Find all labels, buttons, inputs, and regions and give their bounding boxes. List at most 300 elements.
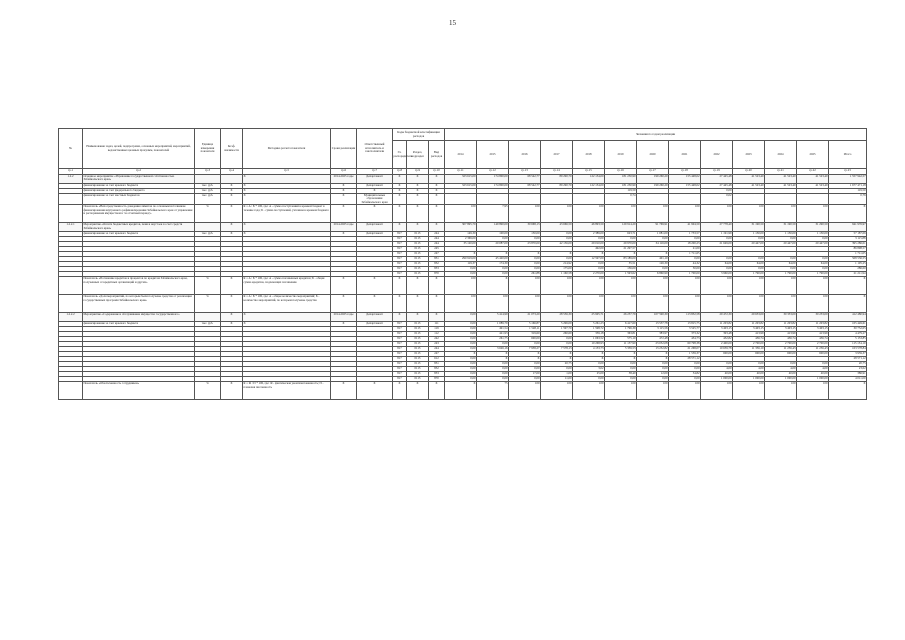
row-year-value: 41 523,40 <box>797 184 829 189</box>
header-year: 2015 <box>477 141 509 169</box>
row-total: 21 211,94 <box>829 272 867 277</box>
row-year-value: 0,00 <box>477 237 509 242</box>
page-number: 15 <box>449 19 456 27</box>
row-year-value: 1 790,00 <box>765 272 797 277</box>
row-year-value: 175,00 <box>541 267 573 272</box>
row-year-value: 1 548,11 <box>509 327 541 332</box>
table-row <box>59 313 867 322</box>
row-year-value: 3 403,15 <box>797 327 829 332</box>
row-weight: X <box>221 382 243 400</box>
row-year-value: 1,00 <box>541 372 573 377</box>
row-bcc-code: X <box>393 223 407 232</box>
row-year-value: X <box>573 352 605 357</box>
row-method: R = A / Б * 100, где: A - сумма поступлений в краевой бюджет в течение года; Б - сумма поступлений, учтенная в краевом бюджете <box>243 205 331 223</box>
row-year-value: X <box>445 252 477 257</box>
row-year-value: 199 260,20 <box>637 175 669 184</box>
row-year-value: X <box>509 252 541 257</box>
row-bcc-code: 247 <box>429 352 445 357</box>
row-year-value: 421,93 <box>477 332 509 337</box>
row-year-value: 1 000,00 <box>797 377 829 382</box>
row-bcc-code: 0113 <box>407 247 429 252</box>
row-bcc-code: X <box>407 223 429 232</box>
row-number <box>59 382 83 400</box>
row-year-value: 64,00 <box>701 262 733 267</box>
row-year-value: 600,00 <box>509 337 541 342</box>
row-total: 4 479,27 <box>829 332 867 337</box>
row-year-value: 100 <box>541 382 573 400</box>
row-year-value: 0,00 <box>605 362 637 367</box>
row-period: 2014-2025 годы <box>331 223 357 232</box>
row-name: финансирование за счет краевого бюджета <box>83 322 195 327</box>
table-row <box>59 205 867 223</box>
row-year-value: 46 893,50 <box>573 223 605 232</box>
row-year-value: 41 523,40 <box>765 184 797 189</box>
row-year-value: 261,75 <box>477 337 509 342</box>
row-total: 3 959,37 <box>829 352 867 357</box>
row-year-value: 600,00 <box>797 352 829 357</box>
row-bcc-code: 852 <box>429 262 445 267</box>
row-year-value: 20,75 <box>541 362 573 367</box>
row-year-value: 100 <box>509 295 541 313</box>
row-year-value: 30 668,13 <box>509 223 541 232</box>
row-year-value: 45 420,00 <box>477 257 509 262</box>
row-year-value: 20 087,00 <box>477 242 509 247</box>
row-bcc-code: X <box>407 205 429 223</box>
row-year-value: 31 290,50 <box>797 223 829 232</box>
column-number: гр.14 <box>541 169 573 175</box>
column-number: гр.7 <box>357 169 393 175</box>
row-bcc-code: 853 <box>429 267 445 272</box>
row-year-value: 1 130,00 <box>797 232 829 237</box>
row-year-value <box>733 194 765 205</box>
row-bcc-code: X <box>393 313 407 322</box>
row-total: 23,02 <box>829 367 867 372</box>
row-year-value: 0,00 <box>541 257 573 262</box>
row-year-value: 0,00 <box>701 257 733 262</box>
row-year-value: 0,00 <box>733 362 765 367</box>
row-year-value: 0,00 <box>573 237 605 242</box>
column-number: гр.4 <box>221 169 243 175</box>
row-year-value: 11 203,82 <box>701 322 733 327</box>
row-executor: X <box>357 205 393 223</box>
row-period: X <box>331 189 357 194</box>
row-name: Мероприятие «Оплата бюджетных кредитов, пени и неустоек за счет средств Забайкальского края» <box>83 223 195 232</box>
row-year-value: 0,00 <box>605 237 637 242</box>
row-bcc-code: 831 <box>429 362 445 367</box>
column-number: гр.12 <box>477 169 509 175</box>
row-bcc-code: X <box>407 194 429 205</box>
column-number: гр.2 <box>83 169 195 175</box>
row-year-value: 436,74 <box>733 337 765 342</box>
header-year: 2025 <box>797 141 829 169</box>
row-year-value: 0,00 <box>701 237 733 242</box>
row-year-value: 28 571,12 <box>669 357 701 362</box>
row-number: 1.2.2.1 <box>59 223 83 232</box>
row-weight: X <box>221 295 243 313</box>
column-number: гр.18 <box>669 169 701 175</box>
row-total: X <box>829 295 867 313</box>
table-row <box>59 194 867 205</box>
row-year-value: 401,10 <box>637 257 669 262</box>
row-year-value: 26 257,79 <box>605 313 637 322</box>
row-year-value <box>797 194 829 205</box>
row-year-value: 7 938,27 <box>509 347 541 352</box>
row-year-value: 174,30 <box>477 262 509 267</box>
row-year-value: 319,60 <box>509 332 541 337</box>
row-bcc-code: 243 <box>429 342 445 347</box>
row-year-value: 119,37 <box>445 262 477 267</box>
row-year-value: 136,00 <box>605 267 637 272</box>
row-period: 2014-2025 годы <box>331 313 357 322</box>
row-year-value: 18 200,23 <box>669 242 701 247</box>
column-number: гр.10 <box>429 169 445 175</box>
row-year-value: 119,50 <box>605 189 637 194</box>
table-row <box>59 277 867 295</box>
row-year-value: 30 233,00 <box>797 313 829 322</box>
row-year-value: 11 256,43 <box>797 347 829 352</box>
row-name: финансирование за счет краевого бюджета <box>83 184 195 189</box>
row-year-value: 4,00 <box>765 367 797 372</box>
row-year-value: X <box>541 252 573 257</box>
row-name: Показатель «Доля мероприятий, по которым были получены средства от реализации государственных программ Забайкальского края» <box>83 295 195 313</box>
row-year-value: 149,30 <box>445 232 477 237</box>
column-number: гр.23 <box>829 169 867 175</box>
row-year-value: 0,00 <box>445 332 477 337</box>
row-year-value: 1 130,00 <box>765 232 797 237</box>
row-year-value: 3 403,15 <box>733 327 765 332</box>
row-total: 1 105,25 <box>829 262 867 267</box>
row-year-value: 0,00 <box>637 237 669 242</box>
row-unit: тыс. руб. <box>195 194 221 205</box>
row-year-value: 23 870,00 <box>509 242 541 247</box>
row-year-value: 155 448,02 <box>669 175 701 184</box>
row-total: 1 711,65 <box>829 252 867 257</box>
row-year-value: 100 <box>605 295 637 313</box>
row-year-value: 100 <box>733 205 765 223</box>
row-total: 395 286,01 <box>829 242 867 247</box>
row-year-value: 100 <box>477 295 509 313</box>
row-year-value: X <box>445 352 477 357</box>
row-bcc-code: X <box>407 382 429 400</box>
row-bcc-code: 817 <box>393 322 407 327</box>
row-year-value: 1 597,70 <box>541 327 573 332</box>
budget-table <box>58 128 867 400</box>
row-year-value: 1 593,62 <box>605 272 637 277</box>
row-year-value: 7 578,13 <box>541 347 573 352</box>
row-year-value: 0,00 <box>797 257 829 262</box>
row-year-value <box>573 194 605 205</box>
row-year-value: 323 615,00 <box>445 184 477 189</box>
column-number: гр.9 <box>407 169 429 175</box>
row-year-value: 1 559,37 <box>669 352 701 357</box>
header-year: 2024 <box>765 141 797 169</box>
row-bcc-code: 817 <box>393 337 407 342</box>
row-year-value: 0,00 <box>541 237 573 242</box>
row-bcc-code: X <box>407 175 429 184</box>
row-year-value: 27 445,48 <box>701 175 733 184</box>
row-year-value: 100 <box>669 205 701 223</box>
row-bcc-code: X <box>393 277 407 295</box>
row-bcc-code: 612 <box>429 357 445 362</box>
row-year-value: 0,00 <box>701 362 733 367</box>
row-year-value: 3 626,16 <box>477 347 509 352</box>
row-year-value: 100 <box>509 382 541 400</box>
row-year-value: 42 156,00 <box>541 242 573 247</box>
row-year-value: 155 448,02 <box>669 184 701 189</box>
row-year-value: 100 <box>797 205 829 223</box>
row-bcc-code: 0113 <box>407 352 429 357</box>
row-bcc-code: X <box>429 194 445 205</box>
row-bcc-code: X <box>429 184 445 189</box>
header-section: Раздел, подраздел <box>407 141 429 169</box>
row-year-value: 0,00 <box>445 367 477 372</box>
row-year-value: 0,00 <box>445 372 477 377</box>
row-year-value: 1 000,00 <box>733 377 765 382</box>
row-year-value: 0,00 <box>477 377 509 382</box>
row-year-value: 0,00 <box>637 362 669 367</box>
row-weight: X <box>221 194 243 205</box>
row-year-value: 11 203,82 <box>797 322 829 327</box>
row-year-value: 0,00 <box>797 237 829 242</box>
header-no: № <box>59 129 83 169</box>
row-period: X <box>331 322 357 327</box>
row-bcc-code: 817 <box>393 262 407 267</box>
row-method: X <box>243 189 331 194</box>
row-year-value: X <box>541 357 573 362</box>
row-bcc-code: 817 <box>393 327 407 332</box>
header-row <box>59 129 867 141</box>
row-year-value: 100 <box>701 277 733 295</box>
row-year-value: 0,00 <box>445 322 477 327</box>
row-bcc-code: 0113 <box>407 372 429 377</box>
row-year-value: 0,00 <box>541 337 573 342</box>
header-target: Вид расходов <box>429 141 445 169</box>
row-year-value: 11 203,82 <box>765 322 797 327</box>
row-year-value: 129 914,20 <box>605 223 637 232</box>
row-year-value: 0,00 <box>669 377 701 382</box>
column-number: гр.5 <box>243 169 331 175</box>
row-period: X <box>331 277 357 295</box>
row-year-value: 100 <box>509 205 541 223</box>
row-bcc-code: X <box>393 295 407 313</box>
row-bcc-code: 817 <box>393 347 407 352</box>
row-year-value: 0,00 <box>477 372 509 377</box>
row-year-value <box>637 194 669 205</box>
row-year-value: 29 010,00 <box>573 242 605 247</box>
row-year-value: X <box>477 277 509 295</box>
row-method: X <box>243 322 331 327</box>
row-year-value: 383,97 <box>637 332 669 337</box>
row-year-value: 100 <box>669 295 701 313</box>
row-year-value: 100 <box>701 382 733 400</box>
row-year-value: 0,74 <box>605 194 637 205</box>
row-year-value: 1 796,39 <box>605 327 637 332</box>
row-executor: Муниципальные образования Забайкальского края <box>357 194 393 205</box>
row-year-value: 0,00 <box>445 327 477 332</box>
row-year-value: X <box>509 352 541 357</box>
row-bcc-code: 817 <box>393 332 407 337</box>
row-bcc-code: 817 <box>393 247 407 252</box>
row-year-value: 0,00 <box>445 342 477 347</box>
row-bcc-code: X <box>429 382 445 400</box>
row-number: 1.2.2 <box>59 175 83 184</box>
row-total: 57 187,06 <box>829 232 867 237</box>
row-year-value: 100 <box>797 295 829 313</box>
row-year-value: 83 189,00 <box>605 257 637 262</box>
row-year-value: 0,00 <box>573 377 605 382</box>
row-year-value: 64,00 <box>765 262 797 267</box>
row-year-value: X <box>477 352 509 357</box>
row-unit: тыс. руб. <box>195 322 221 327</box>
row-year-value: 6 860,90 <box>637 272 669 277</box>
row-year-value: 0,00 <box>509 342 541 347</box>
row-bcc-code: X <box>393 194 407 205</box>
row-year-value: X <box>573 252 605 257</box>
row-year-value: 100 <box>573 295 605 313</box>
row-executor: X <box>357 277 393 295</box>
row-bcc-code: 245 <box>429 247 445 252</box>
column-number: гр.1 <box>59 169 83 175</box>
row-weight: X <box>221 223 243 232</box>
table-body <box>59 129 867 400</box>
row-year-value: 89 290,70 <box>541 175 573 184</box>
row-year-value: 21,00 <box>669 247 701 252</box>
row-year-value: 29 633,00 <box>733 313 765 322</box>
row-year-value: 181 230,90 <box>605 184 637 189</box>
row-year-value: 25,00 <box>573 372 605 377</box>
row-bcc-code: X <box>393 382 407 400</box>
row-bcc-code: X <box>407 313 429 322</box>
row-bcc-code: 817 <box>393 267 407 272</box>
row-year-value: 7,95 <box>477 205 509 223</box>
row-year-value: 0,00 <box>477 362 509 367</box>
row-year-value: 199 260,20 <box>637 184 669 189</box>
row-year-value: 21 268,07 <box>669 347 701 352</box>
row-year-value: 3 403,15 <box>701 327 733 332</box>
row-bcc-code: 244 <box>429 237 445 242</box>
row-bcc-code: X <box>393 175 407 184</box>
row-year-value: 413,99 <box>733 332 765 337</box>
row-year-value: 68 542,77 <box>509 175 541 184</box>
row-year-value <box>669 194 701 205</box>
row-total: 5 153,85 <box>829 337 867 342</box>
row-bcc-code: 0113 <box>407 357 429 362</box>
row-year-value: 1 000,00 <box>765 377 797 382</box>
row-weight: X <box>221 277 243 295</box>
row-bcc-code: 817 <box>393 232 407 237</box>
column-number: гр.22 <box>797 169 829 175</box>
row-year-value: 40,00 <box>765 372 797 377</box>
row-year-value: 0,00 <box>477 267 509 272</box>
row-year-value: 413,99 <box>765 332 797 337</box>
row-bcc-code: 853 <box>429 372 445 377</box>
row-weight: X <box>221 313 243 322</box>
row-year-value: 0,00 <box>509 262 541 267</box>
row-year-value: 41 904,50 <box>669 223 701 232</box>
row-year-value: 1 191,99 <box>701 232 733 237</box>
row-year-value: 2 700,00 <box>733 342 765 347</box>
row-number <box>59 295 83 313</box>
row-total: 119,50 <box>829 189 867 194</box>
row-year-value: 41 523,40 <box>765 175 797 184</box>
row-bcc-code: 852 <box>429 367 445 372</box>
row-year-value: 100 <box>701 205 733 223</box>
row-year-value: 23 052,08 <box>637 342 669 347</box>
row-total: X <box>829 277 867 295</box>
row-total: 1 557 942,57 <box>829 175 867 184</box>
row-year-value: 27 778,40 <box>701 223 733 232</box>
row-bcc-code: X <box>429 313 445 322</box>
row-bcc-code: X <box>429 223 445 232</box>
row-method: X <box>243 175 331 184</box>
header-year: 2022 <box>701 141 733 169</box>
row-year-value: 100 <box>573 205 605 223</box>
row-year-value: 290 919,00 <box>445 257 477 262</box>
row-method: X <box>243 184 331 189</box>
row-year-value: 393,48 <box>701 332 733 337</box>
header-bcc-group: Коды бюджетной классификации расходов <box>393 129 445 141</box>
row-year-value: 2 700,00 <box>797 342 829 347</box>
row-bcc-code: 0113 <box>407 262 429 267</box>
row-year-value: 64,00 <box>733 262 765 267</box>
row-year-value: 0,00 <box>509 237 541 242</box>
row-year-value: X <box>605 357 637 362</box>
row-year-value: 436,74 <box>765 337 797 342</box>
row-year-value: 0,00 <box>669 237 701 242</box>
row-year-value <box>477 194 509 205</box>
header-executor: Ответственный исполнитель и соисполнители <box>357 129 393 169</box>
row-year-value: 0,00 <box>605 377 637 382</box>
row-bcc-code: X <box>407 184 429 189</box>
row-year-value: 0,00 <box>733 237 765 242</box>
row-year-value: X <box>637 352 669 357</box>
row-year-value: 89 290,70 <box>541 184 573 189</box>
row-year-value: 60 798,38 <box>669 342 701 347</box>
row-year-value: 31 190,50 <box>765 223 797 232</box>
table-row <box>59 223 867 232</box>
row-year-value: X <box>477 252 509 257</box>
row-year-value: 260,60 <box>541 332 573 337</box>
row-year-value: 363,81 <box>605 332 637 337</box>
row-bcc-code: 817 <box>393 252 407 257</box>
row-year-value: 1 790,00 <box>797 272 829 277</box>
row-year-value: 21 073,20 <box>509 313 541 322</box>
row-bcc-code: X <box>407 189 429 194</box>
header-values-group: Значения по годам реализации <box>445 129 867 141</box>
row-bcc-code: 870 <box>429 377 445 382</box>
row-year-value: 68 542,77 <box>509 184 541 189</box>
row-method: X <box>243 313 331 322</box>
row-name: финансирование за счет краевого бюджета <box>83 232 195 237</box>
row-year-value: 35 120,00 <box>445 242 477 247</box>
row-year-value: 122 134,00 <box>573 175 605 184</box>
row-total: X <box>829 205 867 223</box>
row-year-value: 0,00 <box>445 347 477 352</box>
row-year-value: 41 523,40 <box>797 175 829 184</box>
row-year-value: 1 081,00 <box>637 232 669 237</box>
row-year-value: 2 389,00 <box>573 232 605 237</box>
column-number: гр.15 <box>573 169 605 175</box>
row-bcc-code: 0113 <box>407 257 429 262</box>
row-year-value: 0,00 <box>509 377 541 382</box>
row-bcc-code: 817 <box>393 372 407 377</box>
row-year-value: 575,10 <box>605 337 637 342</box>
row-bcc-code: 817 <box>393 237 407 242</box>
row-year-value: 100 <box>669 382 701 400</box>
row-year-value: 75 <box>477 382 509 400</box>
row-year-value: 181 230,90 <box>605 175 637 184</box>
row-year-value: 35,51 <box>605 262 637 267</box>
